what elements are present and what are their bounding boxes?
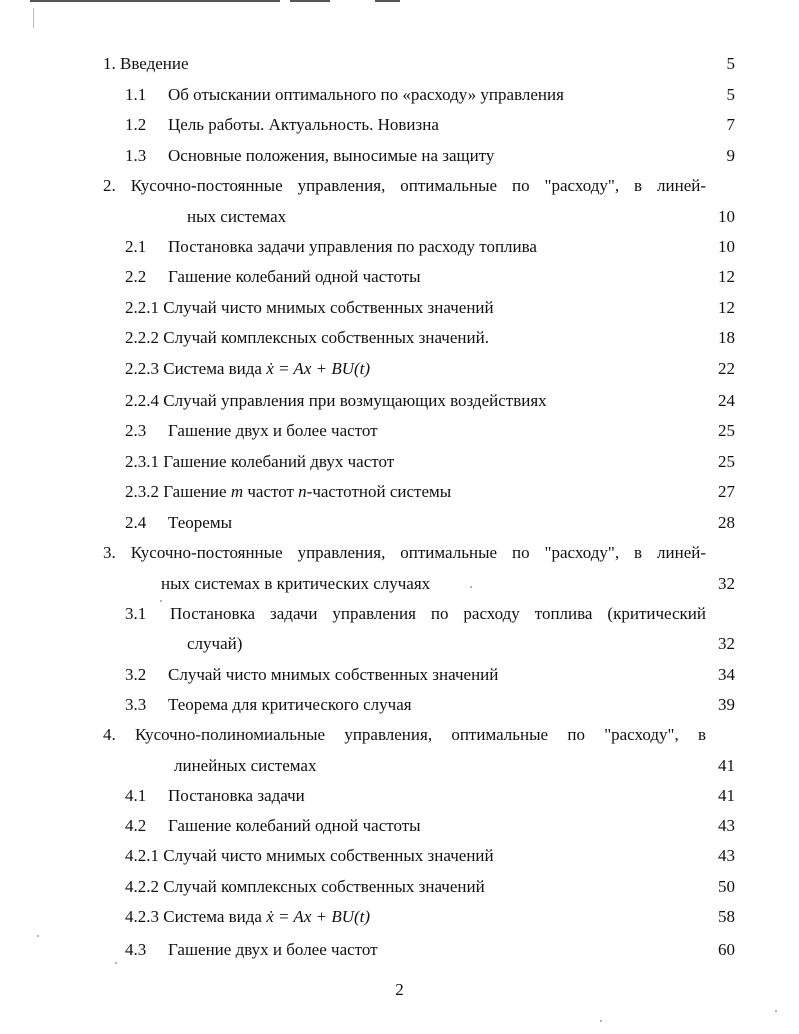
toc-entry[interactable]: [0, 452, 799, 476]
toc-page-number: 43: [718, 816, 735, 835]
toc-entry-title: Случай чисто мнимых собственных значений: [168, 665, 499, 684]
scan-speck: [37, 935, 39, 937]
toc-page-number: 32: [718, 634, 735, 653]
scan-top-rule: [30, 0, 280, 2]
toc-entry-title: Цель работы. Актуальность. Новизна: [168, 115, 439, 134]
toc-entry[interactable]: [0, 54, 799, 78]
toc-entry[interactable]: [0, 665, 799, 689]
toc-entry-title: Постановка задачи управления по расходу топлива: [168, 237, 537, 256]
toc-page-number: 5: [726, 85, 735, 104]
toc-entry[interactable]: [0, 482, 799, 506]
toc-entry-continuation[interactable]: [0, 574, 799, 598]
toc-page-number: 25: [718, 421, 735, 440]
scan-top-rule: [290, 0, 330, 2]
toc-page-number: 10: [718, 207, 735, 226]
toc-entry[interactable]: [0, 115, 799, 139]
toc-entry-label: 2.2.3 Система вида ẋ = Ax + BU(t): [125, 359, 371, 378]
toc-page-number: 18: [718, 328, 735, 347]
toc-entry[interactable]: [0, 359, 799, 383]
toc-entry-title: Гашение колебаний одной частоты: [168, 816, 421, 835]
toc-entry[interactable]: [0, 786, 799, 810]
toc-page-number: 25: [718, 452, 735, 471]
toc-page-number: 50: [718, 877, 735, 896]
toc-entry-title-line1: 4. Кусочно-полиномиальные управления, оптимальные по "расходу", в: [103, 725, 706, 744]
toc-page-number: 22: [718, 359, 735, 378]
scan-speck: [775, 1010, 777, 1012]
toc-entry-label: 2.2.1 Случай чисто мнимых собственных значений: [125, 298, 494, 317]
scan-speck: [160, 600, 162, 602]
toc-entry-number: 2.1: [125, 237, 147, 256]
toc-entry[interactable]: [0, 146, 799, 170]
toc-entry-label: 2.3.1 Гашение колебаний двух частот: [125, 452, 395, 471]
toc-entry-title: Постановка задачи: [168, 786, 305, 805]
toc-entry-label: 4.2.2 Случай комплексных собственных значений: [125, 877, 485, 896]
formula: ẋ = Ax + BU(t): [266, 359, 371, 378]
toc-page-number: 34: [718, 665, 735, 684]
toc-entry[interactable]: [0, 877, 799, 901]
toc-entry-title-line2: ных системах в критических случаях: [161, 574, 431, 593]
toc-entry[interactable]: [0, 695, 799, 719]
toc-entry-number: 2.3: [125, 421, 147, 440]
toc-entry[interactable]: [0, 725, 799, 749]
toc-entry[interactable]: [0, 421, 799, 445]
toc-entry-label: 2.2.2 Случай комплексных собственных значений.: [125, 328, 489, 347]
toc-entry[interactable]: [0, 85, 799, 109]
toc-entry-continuation[interactable]: [0, 634, 799, 658]
toc-entry-number: 4.2: [125, 816, 147, 835]
toc-entry[interactable]: [0, 846, 799, 870]
formula: ẋ = Ax + BU(t): [266, 907, 371, 926]
toc-entry-number: 2.4: [125, 513, 147, 532]
toc-page-number: 41: [718, 786, 735, 805]
toc-entry-title: Теоремы: [168, 513, 233, 532]
toc-entry-number: 1.3: [125, 146, 147, 165]
toc-entry-title-line1: 3. Кусочно-постоянные управления, оптимальные по "расходу", в линей-: [103, 543, 706, 562]
toc-entry-title-line2: ных системах: [187, 207, 287, 226]
toc-page-number: 60: [718, 940, 735, 959]
toc-entry-title: Гашение колебаний одной частоты: [168, 267, 421, 286]
toc-entry-number: 1.1: [125, 85, 147, 104]
toc-entry-title-line2: случай): [187, 634, 243, 653]
scan-speck: [115, 962, 117, 964]
toc-entry-number: 3.2: [125, 665, 147, 684]
toc-entry-title: Теорема для критического случая: [168, 695, 412, 714]
toc-entry-number: 1.2: [125, 115, 147, 134]
toc-entry[interactable]: [0, 907, 799, 931]
toc-page-number: 7: [726, 115, 735, 134]
toc-entry-title: Гашение двух и более частот: [168, 421, 378, 440]
toc-entry[interactable]: [0, 267, 799, 291]
toc-entry[interactable]: [0, 298, 799, 322]
toc-page-number: 58: [718, 907, 735, 926]
toc-entry-title: Гашение двух и более частот: [168, 940, 378, 959]
toc-page-number: 5: [726, 54, 735, 73]
toc-entry-label: 1. Введение: [103, 54, 189, 73]
page-number: 2: [395, 980, 404, 999]
toc-entry-number: 4.1: [125, 786, 147, 805]
toc-page-number: 12: [718, 298, 735, 317]
toc-entry-number: 3.3: [125, 695, 147, 714]
toc-entry-title: Основные положения, выносимые на защиту: [168, 146, 495, 165]
toc-page-number: 41: [718, 756, 735, 775]
toc-entry-number: 2.2: [125, 267, 147, 286]
toc-entry[interactable]: [0, 513, 799, 537]
scan-edge-mark: [33, 8, 34, 28]
scan-speck: [600, 1020, 602, 1022]
toc-entry-continuation[interactable]: [0, 207, 799, 231]
toc-entry-continuation[interactable]: [0, 756, 799, 780]
toc-page-number: 9: [726, 146, 735, 165]
toc-entry-label: 4.2.3 Система вида ẋ = Ax + BU(t): [125, 907, 371, 926]
toc-page-number: 24: [718, 391, 735, 410]
toc-entry[interactable]: [0, 940, 799, 964]
toc-entry-title: Об отыскании оптимального по «расходу» управления: [168, 85, 564, 104]
toc-page-number: 32: [718, 574, 735, 593]
toc-entry-number: 4.3: [125, 940, 147, 959]
toc-entry[interactable]: [0, 328, 799, 352]
toc-entry[interactable]: [0, 391, 799, 415]
toc-entry-number: 3.1: [125, 604, 147, 623]
toc-page-number: 39: [718, 695, 735, 714]
toc-entry-label: 2.3.2 Гашение m частот n-частотной системы: [125, 482, 452, 501]
toc-page-number: 27: [718, 482, 735, 501]
toc-entry[interactable]: [0, 176, 799, 200]
toc-entry-title-line1: 2. Кусочно-постоянные управления, оптимальные по "расходу", в линей-: [103, 176, 706, 195]
toc-entry-title-line1: Постановка задачи управления по расходу топлива (критический: [170, 604, 706, 623]
toc-entry[interactable]: [0, 543, 799, 567]
toc-entry[interactable]: [0, 604, 799, 628]
scan-top-rule: [375, 0, 400, 2]
toc-page-number: 43: [718, 846, 735, 865]
toc-entry-title-line2: линейных системах: [174, 756, 317, 775]
toc-entry-label: 4.2.1 Случай чисто мнимых собственных значений: [125, 846, 494, 865]
toc-entry[interactable]: [0, 237, 799, 261]
toc-entry-label: 2.2.4 Случай управления при возмущающих воздействиях: [125, 391, 547, 410]
toc-page-number: 12: [718, 267, 735, 286]
scan-speck: [470, 586, 472, 588]
toc-entry[interactable]: [0, 816, 799, 840]
toc-page-number: 28: [718, 513, 735, 532]
toc-page-number: 10: [718, 237, 735, 256]
